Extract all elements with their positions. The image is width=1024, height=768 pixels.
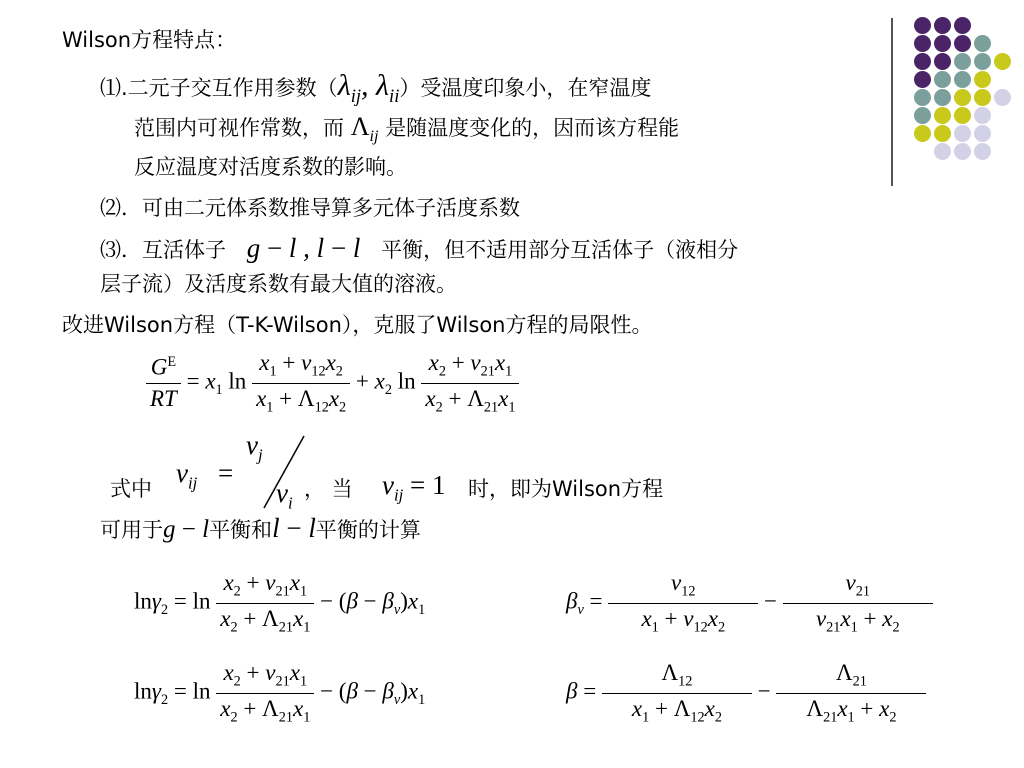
dot <box>954 125 971 142</box>
g-l-formula: g − l <box>163 516 210 543</box>
v-ij-equals-one: $v_{ij} = 1$ <box>382 470 446 505</box>
dot <box>974 143 991 160</box>
dot <box>914 125 931 142</box>
dot <box>914 71 931 88</box>
l-l-formula: l − l <box>272 513 316 543</box>
item-3-line-1 <box>100 234 738 264</box>
dot <box>954 143 971 160</box>
item-1-line-2b: 是随温度变化的，因而该方程能 <box>385 116 680 140</box>
item-1-suffix: ）受温度印象小，在窄温度 <box>399 76 652 100</box>
dot <box>974 53 991 70</box>
item-2: ⑵．可由二元体系数推导算多元体子活度系数 <box>100 196 520 220</box>
item-1-line-1 <box>100 69 652 111</box>
dot <box>914 107 931 124</box>
Lambda-ij-formula: $\Lambda_{ij}$ <box>350 112 379 146</box>
dot <box>954 71 971 88</box>
lambda-params-formula: $\lambda_{ij}$, $\lambda_{ii}$ <box>337 69 400 107</box>
dot <box>954 89 971 106</box>
dot <box>954 17 971 34</box>
dot <box>914 35 931 52</box>
beta-equation: β = $\frac{\Lambda_{12}}{x_1 + \Lambda_{12}x_2}$ − $\frac{\Lambda_{21}}{\Lambda_{21}x_1 + x_2}$ <box>566 660 926 726</box>
dot <box>914 53 931 70</box>
beta-v-equation: $\beta_v$ = $\frac{v_{12}}{x_1 + v_{12}x_2}$ − $\frac{v_{21}}{v_{21}x_1 + x_2}$ <box>566 570 933 636</box>
dot <box>934 143 951 160</box>
divider-line <box>891 18 893 186</box>
slide-title: Wilson方程特点： <box>62 28 237 52</box>
dot <box>934 107 951 124</box>
usable-mid: 平衡和 <box>209 518 273 542</box>
usable-line <box>100 514 421 544</box>
ln-gamma-equation-2: lnγ$_2$ = ln $\frac{x_2 + v_{21}x_1}{x_2 + \Lambda_{21}x_1}$ − $(\beta - \beta_v)x_1$ <box>134 660 426 726</box>
dot <box>934 71 951 88</box>
item-1-line-2a: 范围内可视作常数，而 <box>134 116 344 140</box>
item-1-prefix: ⑴.二元子交互作用参数（ <box>100 76 338 100</box>
dot <box>954 35 971 52</box>
wilson-equation-note: 时，即为Wilson方程 <box>468 477 664 501</box>
dot <box>934 125 951 142</box>
improved-wilson-text: 改进Wilson方程（T-K-Wilson），克服了Wilson方程的局限性。 <box>62 313 653 337</box>
dot <box>994 53 1011 70</box>
item-3-suffix: 平衡，但不适用部分互活体子（液相分 <box>381 238 739 262</box>
item-3-line-2: 层子流）及活度系数有最大值的溶液。 <box>100 272 457 296</box>
dot <box>994 89 1011 106</box>
item-1-line-2 <box>134 113 679 151</box>
dot <box>974 35 991 52</box>
item-3-prefix: ⑶．互活体子 <box>100 238 226 262</box>
dot <box>914 89 931 106</box>
dot <box>974 71 991 88</box>
excess-gibbs-equation: $\frac{G^E}{RT}$ = $x_1$ ln $\frac{x_1 + v_{12}x_2}{x_1 + \Lambda_{12}x_2}$ + $x_2$ ln $\frac{x_2 + v_{21}x_1}{x_2 + \Lambda_{21}x_1}$ <box>146 350 519 416</box>
dot <box>934 53 951 70</box>
dot <box>934 89 951 106</box>
dot <box>934 17 951 34</box>
dot <box>974 89 991 106</box>
dot <box>974 125 991 142</box>
equilibrium-types-formula: g − l , l − l <box>246 233 361 263</box>
when-label: ， 当 <box>304 477 353 501</box>
dot <box>914 17 931 34</box>
ln-gamma-equation-1: lnγ$_2$ = ln $\frac{x_2 + v_{21}x_1}{x_2 + \Lambda_{21}x_1}$ − $(\beta - \beta_v)x_1$ <box>134 570 426 636</box>
dot <box>954 53 971 70</box>
dot <box>934 35 951 52</box>
usable-suffix: 平衡的计算 <box>315 518 421 542</box>
usable-prefix: 可用于 <box>100 518 163 542</box>
where-label: 式中 <box>110 477 152 501</box>
dot <box>954 107 971 124</box>
item-1-line-3: 反应温度对活度系数的影响。 <box>134 155 407 179</box>
dot <box>974 107 991 124</box>
